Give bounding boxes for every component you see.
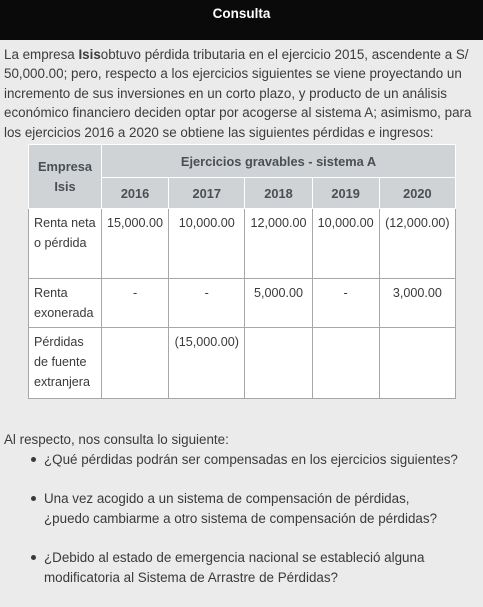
- page-header: [0, 0, 483, 40]
- company-name: Isis: [78, 47, 101, 62]
- losses-table: [28, 144, 456, 399]
- table-cell: 15,000.00: [102, 209, 169, 279]
- corner-line-2: Isis: [54, 178, 76, 194]
- table-cell: -: [169, 279, 245, 328]
- query-intro: Al respecto, nos consulta lo siguiente:: [4, 432, 229, 447]
- row-label: Renta neta o pérdida: [29, 209, 102, 279]
- bullet-icon: [31, 555, 36, 560]
- table-cell: -: [102, 279, 169, 328]
- list-item: [28, 450, 458, 470]
- table-cell: 10,000.00: [169, 209, 245, 279]
- group-header: Ejercicios gravables - sistema A: [102, 145, 456, 178]
- table-cell: [245, 328, 312, 399]
- table-row: [29, 328, 456, 399]
- table-cell: -: [312, 279, 379, 328]
- intro-text: obtuvo pérdida tributaria en el ejercicio 2015, ascendente a S/ 50,000.00; pero, respecto a los ejercicios siguientes se viene proyectando un incremento de sus inversiones en un corto plazo, y producto de un análisis económico financiero deciden optar por acogerse al sistema A; asimismo, para los ejercicios 2016 a 2020 se obtiene las siguientes pérdidas e ingresos:: [4, 47, 472, 140]
- intro-prefix: La empresa: [4, 47, 79, 62]
- table-cell: (12,000.00): [379, 209, 455, 279]
- bullet-icon: [31, 496, 36, 501]
- table-cell: [102, 328, 169, 399]
- table-corner-header: [29, 145, 102, 209]
- question-text: ¿Debido al estado de emergencia nacional se estableció alguna modificatoria al Sistema de Arrastre de Pérdidas?: [44, 550, 425, 585]
- table-cell: 10,000.00: [312, 209, 379, 279]
- row-label: Renta exonerada: [29, 279, 102, 328]
- table-row: [29, 279, 456, 328]
- bullet-icon: [31, 457, 36, 462]
- table-cell: [312, 328, 379, 399]
- table-row: [29, 209, 456, 279]
- question-text: Una vez acogido a un sistema de compensación de pérdidas, ¿puedo cambiarme a otro sistema de compensación de pérdidas?: [44, 491, 438, 526]
- table-cell: (15,000.00): [169, 328, 245, 399]
- year-header: 2016: [102, 178, 169, 209]
- list-item: [28, 489, 458, 529]
- year-header: 2019: [312, 178, 379, 209]
- year-header: 2020: [379, 178, 455, 209]
- question-text: ¿Qué pérdidas podrán ser compensadas en los ejercicios siguientes?: [44, 452, 458, 467]
- question-list: [28, 450, 458, 607]
- intro-paragraph: [4, 45, 474, 142]
- table-cell: 12,000.00: [245, 209, 312, 279]
- header-title: Consulta: [212, 6, 271, 21]
- corner-line-1: Empresa: [37, 158, 93, 174]
- list-item: [28, 548, 458, 588]
- year-header: 2018: [245, 178, 312, 209]
- table-cell: 3,000.00: [379, 279, 455, 328]
- table-cell: [379, 328, 455, 399]
- year-header: 2017: [169, 178, 245, 209]
- row-label: Pérdidas de fuente extranjera: [29, 328, 102, 399]
- table-cell: 5,000.00: [245, 279, 312, 328]
